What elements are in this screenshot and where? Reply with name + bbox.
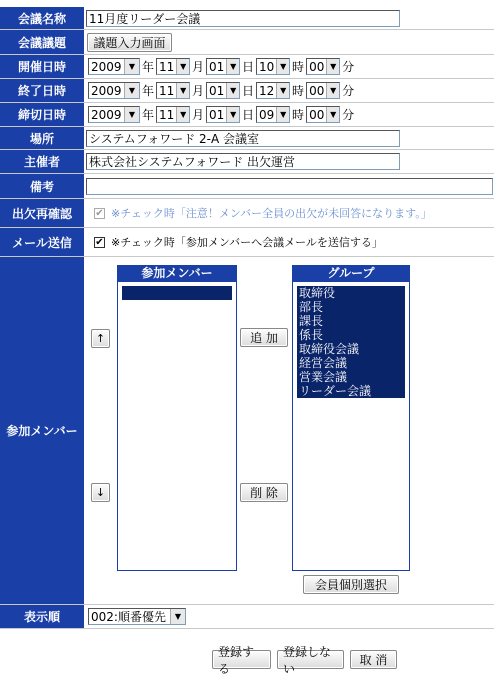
end-datetime-row xyxy=(0,79,494,103)
end-minute-select[interactable]: 00 ▼ xyxy=(306,82,340,99)
group-list[interactable] xyxy=(292,281,410,571)
reconfirm-notice: ※チェック時「注意！メンバー全員の出欠が未回答になります。」 xyxy=(111,207,432,220)
organizer-label: 主催者 xyxy=(0,150,85,173)
year-unit: 年 xyxy=(142,84,155,98)
chevron-down-icon: ▼ xyxy=(326,107,339,122)
deadline-year-select[interactable]: 2009 ▼ xyxy=(88,106,140,123)
register-button[interactable]: 登録する xyxy=(212,650,271,669)
chevron-down-icon: ▼ xyxy=(276,59,289,74)
chevron-down-icon: ▼ xyxy=(276,83,289,98)
hour-unit: 時 xyxy=(292,108,305,122)
organizer-row xyxy=(0,150,494,174)
meeting-name-row xyxy=(0,7,494,30)
start-year-select[interactable]: 2009 ▼ xyxy=(88,58,140,75)
chevron-down-icon: ▼ xyxy=(170,609,185,624)
mail-checkbox[interactable]: ✔ xyxy=(95,236,104,248)
start-minute-select[interactable]: 00 ▼ xyxy=(306,58,340,75)
chevron-down-icon: ▼ xyxy=(226,83,239,98)
chevron-down-icon: ▼ xyxy=(176,107,189,122)
members-list[interactable] xyxy=(117,281,237,571)
reconfirm-checkbox[interactable]: ✔ xyxy=(95,207,104,219)
deadline-day-select[interactable]: 01 ▼ xyxy=(206,106,240,123)
chevron-down-icon: ▼ xyxy=(124,59,139,74)
start-datetime-row xyxy=(0,55,494,79)
chevron-down-icon: ▼ xyxy=(124,107,139,122)
deadline-datetime-row xyxy=(0,103,494,127)
deadline-datetime-label: 締切日時 xyxy=(0,103,85,126)
move-up-button[interactable]: ↑ xyxy=(91,329,110,348)
minute-unit: 分 xyxy=(342,60,355,74)
add-button[interactable]: 追 加 xyxy=(240,328,288,347)
agenda-row xyxy=(0,30,494,55)
place-row xyxy=(0,127,494,150)
display-order-row xyxy=(0,605,494,629)
group-item[interactable]: 課長 xyxy=(297,314,405,328)
day-unit: 日 xyxy=(242,108,255,122)
month-unit: 月 xyxy=(192,60,205,74)
day-unit: 日 xyxy=(242,60,255,74)
group-item[interactable]: 経営会議 xyxy=(297,356,405,370)
deadline-hour-select[interactable]: 09 ▼ xyxy=(256,106,290,123)
chevron-down-icon: ▼ xyxy=(226,107,239,122)
chevron-down-icon: ▼ xyxy=(276,107,289,122)
end-day-select[interactable]: 01 ▼ xyxy=(206,82,240,99)
start-datetime-label: 開催日時 xyxy=(0,55,85,78)
place-input[interactable]: システムフォワード 2-A 会議室 xyxy=(86,130,400,147)
start-month-select[interactable]: 11 ▼ xyxy=(156,58,190,75)
cancel-button[interactable]: 取 消 xyxy=(350,650,397,669)
end-hour-select[interactable]: 12 ▼ xyxy=(256,82,290,99)
move-down-button[interactable]: ↓ xyxy=(91,483,110,502)
group-item[interactable]: 営業会議 xyxy=(297,370,405,384)
display-order-label: 表示順 xyxy=(0,605,85,628)
end-datetime-label: 終了日時 xyxy=(0,79,85,102)
chevron-down-icon: ▼ xyxy=(326,59,339,74)
chevron-down-icon: ▼ xyxy=(226,59,239,74)
end-year-select[interactable]: 2009 ▼ xyxy=(88,82,140,99)
members-label: 参加メンバー xyxy=(0,257,85,604)
group-item[interactable]: 取締役会議 xyxy=(297,342,405,356)
remarks-label: 備考 xyxy=(0,174,85,198)
month-unit: 月 xyxy=(192,108,205,122)
mail-row xyxy=(0,228,494,257)
start-day-select[interactable]: 01 ▼ xyxy=(206,58,240,75)
month-unit: 月 xyxy=(192,84,205,98)
members-list-header: 参加メンバー xyxy=(117,265,237,281)
mail-notice: ※チェック時「参加メンバーへ会議メールを送信する」 xyxy=(111,236,383,249)
members-row xyxy=(0,257,494,605)
members-list-selected-row[interactable] xyxy=(122,286,232,300)
chevron-down-icon: ▼ xyxy=(176,59,189,74)
mail-label: メール送信 xyxy=(0,228,85,256)
deadline-month-select[interactable]: 11 ▼ xyxy=(156,106,190,123)
agenda-input-button[interactable]: 議題入力画面 xyxy=(87,33,172,52)
deadline-minute-select[interactable]: 00 ▼ xyxy=(306,106,340,123)
meeting-name-input[interactable]: 11月度リーダー会議 xyxy=(86,10,400,27)
start-hour-select[interactable]: 10 ▼ xyxy=(256,58,290,75)
individual-select-button[interactable]: 会員個別選択 xyxy=(303,575,399,594)
agenda-label: 会議議題 xyxy=(0,30,85,54)
group-item[interactable]: 部長 xyxy=(297,300,405,314)
chevron-down-icon: ▼ xyxy=(176,83,189,98)
hour-unit: 時 xyxy=(292,84,305,98)
minute-unit: 分 xyxy=(342,108,355,122)
group-item[interactable]: 係長 xyxy=(297,328,405,342)
reconfirm-label: 出欠再確認 xyxy=(0,199,85,227)
display-order-select[interactable]: 002:順番優先 ▼ xyxy=(88,608,186,625)
year-unit: 年 xyxy=(142,60,155,74)
remove-button[interactable]: 削 除 xyxy=(240,483,288,502)
chevron-down-icon: ▼ xyxy=(124,83,139,98)
remarks-input[interactable] xyxy=(86,178,493,195)
place-label: 場所 xyxy=(0,127,85,149)
organizer-input[interactable]: 株式会社システムフォワード 出欠運営 xyxy=(86,153,400,170)
remarks-row xyxy=(0,174,494,199)
year-unit: 年 xyxy=(142,108,155,122)
group-item[interactable]: リーダー会議 xyxy=(297,384,405,398)
hour-unit: 時 xyxy=(292,60,305,74)
group-list-header: グループ xyxy=(292,265,410,281)
end-month-select[interactable]: 11 ▼ xyxy=(156,82,190,99)
meeting-name-label: 会議名称 xyxy=(0,7,85,29)
day-unit: 日 xyxy=(242,84,255,98)
chevron-down-icon: ▼ xyxy=(326,83,339,98)
group-item[interactable]: 取締役 xyxy=(297,286,405,300)
reconfirm-row xyxy=(0,199,494,228)
minute-unit: 分 xyxy=(342,84,355,98)
no-register-button[interactable]: 登録しない xyxy=(277,650,344,669)
